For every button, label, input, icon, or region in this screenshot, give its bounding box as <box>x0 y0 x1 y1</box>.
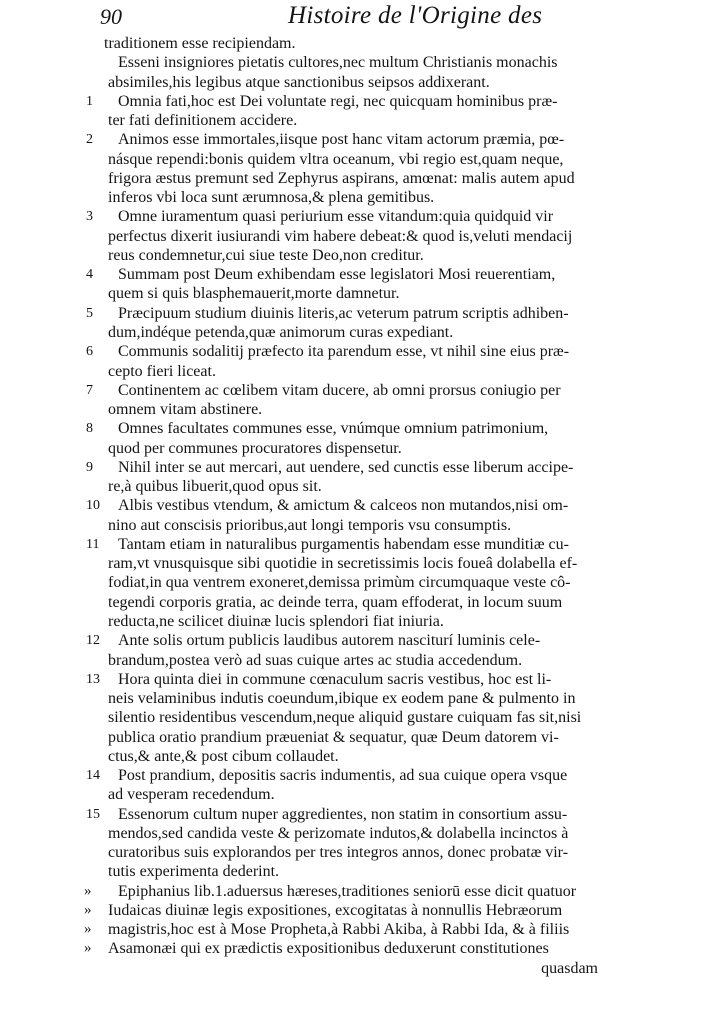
page-number: 90 <box>100 4 122 29</box>
text-line <box>0 265 728 284</box>
line-text: quod per communes procuratores dispensetur. <box>108 439 402 457</box>
text-line <box>0 573 728 592</box>
line-text: Asamonæi qui ex prædictis expositionibus deduxerunt constitutiones <box>108 940 549 958</box>
article-number: 14 <box>86 768 100 784</box>
text-line <box>0 516 728 535</box>
quotation-marker: » <box>84 940 92 957</box>
text-line <box>0 419 728 438</box>
text-line <box>0 362 728 381</box>
line-text: reducta,ne scilicet diuinæ lucis splendori fiat iniuria. <box>108 612 444 630</box>
line-text: tegendi corporis gratia, ac deinde terra, quam effoderat, in locum suum <box>108 593 563 611</box>
line-text: Albis vestibus vtendum, & amictum & calceos non mutandos,nisi om- <box>118 497 569 515</box>
text-line <box>0 73 728 92</box>
text-line <box>0 612 728 631</box>
text-line <box>0 496 728 515</box>
line-text: ram,vt vnusquisque sibi quotidie in secretissimis locis foueâ dolabella ef- <box>108 555 578 573</box>
line-text: fodiat,in qua ventrem exoneret,demissa primùm circumquaque veste cô- <box>108 574 571 592</box>
text-line <box>0 323 728 342</box>
article-number: 7 <box>86 382 93 398</box>
line-text: omnem vitam abstinere. <box>108 401 263 419</box>
line-text: Iudaicas diuinæ legis expositiones, excogitatas à nonnullis Hebræorum <box>108 901 563 919</box>
text-line <box>0 939 728 958</box>
catchword-line <box>0 959 728 978</box>
page-header <box>100 2 700 32</box>
article-number: 5 <box>86 305 93 321</box>
catchword: quasdam <box>541 959 598 977</box>
line-text: frigora æstus premunt sed Zephyrus aspirans, amœnat: malis autem apud <box>108 169 575 187</box>
text-line <box>0 188 728 207</box>
text-line <box>0 207 728 226</box>
text-line <box>0 439 728 458</box>
quotation-marker: » <box>84 901 92 918</box>
article-number: 4 <box>86 267 93 283</box>
text-line <box>0 593 728 612</box>
line-text: Essenorum cultum nuper aggredientes, non statim in consortium assu- <box>118 805 568 823</box>
text-line <box>0 304 728 323</box>
line-text: absimiles,his legibus atque sanctionibus seipsos addixerant. <box>108 73 490 91</box>
text-line <box>0 92 728 111</box>
line-text: Omne iuramentum quasi periurium esse vitandum:quia quidquid vir <box>118 208 554 226</box>
text-line <box>0 901 728 920</box>
quotation-marker: » <box>84 882 92 899</box>
line-text: silentio residentibus vescendum,neque aliquid gustare cuiquam fas sit,nisi <box>108 709 582 727</box>
line-text: dum,indéque petenda,quæ animorum curas expediant. <box>108 323 454 341</box>
line-text: Tantam etiam in naturalibus purgamentis habendam esse munditiæ cu- <box>118 535 569 553</box>
line-text: ter fati definitionem accidere. <box>108 112 298 130</box>
text-line <box>0 342 728 361</box>
article-number: 1 <box>86 93 93 109</box>
text-line <box>0 805 728 824</box>
article-number: 8 <box>86 421 93 437</box>
text-line <box>0 554 728 573</box>
line-text: Continentem ac cœlibem vitam ducere, ab omni prorsus coniugio per <box>118 381 561 399</box>
line-text: Præcipuum studium diuinis literis,ac veterum patrum scriptis adhiben- <box>118 304 569 322</box>
line-text: curatoribus suis explorandos per tres integros annos, donec probatæ vir- <box>108 844 569 862</box>
line-text: quem si quis blasphemauerit,morte damnetur. <box>108 285 400 303</box>
article-number: 15 <box>86 806 100 822</box>
article-number: 12 <box>86 633 100 649</box>
line-text: Communis sodalitij præfecto ita parendum esse, vt nihil sine eius præ- <box>118 343 570 361</box>
article-number: 6 <box>86 344 93 360</box>
text-line <box>0 670 728 689</box>
line-text: Omnes facultates communes esse, vnúmque omnium patrimonium, <box>118 420 549 438</box>
line-text: inferos vbi loca sunt ærumnosa,& plena gemitibus. <box>108 189 435 207</box>
text-line <box>0 920 728 939</box>
line-text: traditionem esse recipiendam. <box>104 35 296 52</box>
line-text: nino aut conscisis prioribus,aut longi temporis vsu consumptis. <box>108 516 512 534</box>
line-text: neis velaminibus indutis coeundum,ibique ex eodem pane & pulmento in <box>108 690 576 708</box>
text-line <box>0 458 728 477</box>
body-text <box>0 34 728 978</box>
text-line <box>0 246 728 265</box>
line-text: brandum,postea verò ad suas cuique artes ac studia accedendum. <box>108 651 523 669</box>
text-line <box>0 785 728 804</box>
line-text: tutis experimenta dederint. <box>108 863 280 881</box>
text-line <box>0 227 728 246</box>
text-line <box>0 728 728 747</box>
text-line <box>0 882 728 901</box>
text-line <box>0 747 728 766</box>
line-text: Omnia fati,hoc est Dei voluntate regi, nec quicquam hominibus præ- <box>118 92 558 110</box>
line-text: ctus,& ante,& post cibum collaudet. <box>108 747 339 765</box>
text-line <box>0 824 728 843</box>
line-text: Hora quinta diei in commune cœnaculum sacris vestibus, hoc est li- <box>118 670 552 688</box>
text-line <box>0 689 728 708</box>
article-number: 9 <box>86 459 93 475</box>
line-text: cepto fieri liceat. <box>108 362 216 380</box>
quotation-marker: » <box>84 921 92 938</box>
text-line <box>0 477 728 496</box>
line-text: Esseni insigniores pietatis cultores,nec multum Christianis monachis <box>118 54 558 72</box>
line-text: Nihil inter se aut mercari, aut uendere, sed cunctis esse liberum accipe- <box>118 458 574 476</box>
text-line <box>0 381 728 400</box>
line-text: re,à quibus libuerit,quod opus sit. <box>108 478 322 496</box>
article-number: 13 <box>86 671 100 687</box>
text-line <box>0 631 728 650</box>
line-text: Summam post Deum exhibendam esse legislatori Mosi reuerentiam, <box>118 266 556 284</box>
text-line <box>0 708 728 727</box>
line-text: násque rependi:bonis quidem vltra oceanum, vbi regio est,quam neque, <box>108 150 564 168</box>
article-number: 10 <box>86 498 100 514</box>
line-text: Animos esse immortales,iisque post hanc vitam actorum præmia, pœ- <box>118 131 565 149</box>
text-line <box>0 766 728 785</box>
text-line <box>0 53 728 72</box>
text-line <box>0 535 728 554</box>
line-text: publica oratio prandium præueniat & sequatur, quæ Deum datorem vi- <box>108 728 559 746</box>
article-number: 3 <box>86 209 93 225</box>
text-line <box>0 130 728 149</box>
line-text: magistris,hoc est à Mose Propheta,à Rabbi Akiba, à Rabbi Ida, & à filiis <box>108 921 570 939</box>
text-line <box>0 111 728 130</box>
text-line <box>0 284 728 303</box>
text-line <box>0 843 728 862</box>
text-line <box>0 862 728 881</box>
running-title: Histoire de l'Origine des <box>288 2 543 29</box>
text-line <box>0 34 728 53</box>
text-line <box>0 400 728 419</box>
text-line <box>0 651 728 670</box>
text-line <box>0 169 728 188</box>
line-text: Epiphanius lib.1.aduersus hæreses,traditiones seniorū esse dicit quatuor <box>118 882 577 900</box>
line-text: reus condemnetur,cui siue teste Deo,non creditur. <box>108 246 424 264</box>
article-number: 11 <box>86 536 100 552</box>
line-text: perfectus dixerit iusiurandi vim habere debeat:& quod is,veluti mendacij <box>108 227 573 245</box>
line-text: ad vesperam recedendum. <box>108 786 275 804</box>
line-text: Ante solis ortum publicis laudibus autorem nasciturí luminis cele- <box>118 632 541 650</box>
article-number: 2 <box>86 132 93 148</box>
line-text: Post prandium, depositis sacris indumentis, ad sua cuique opera vsque <box>118 767 568 785</box>
line-text: mendos,sed candida veste & perizomate indutos,& dolabella incinctos à <box>108 824 569 842</box>
text-line <box>0 150 728 169</box>
